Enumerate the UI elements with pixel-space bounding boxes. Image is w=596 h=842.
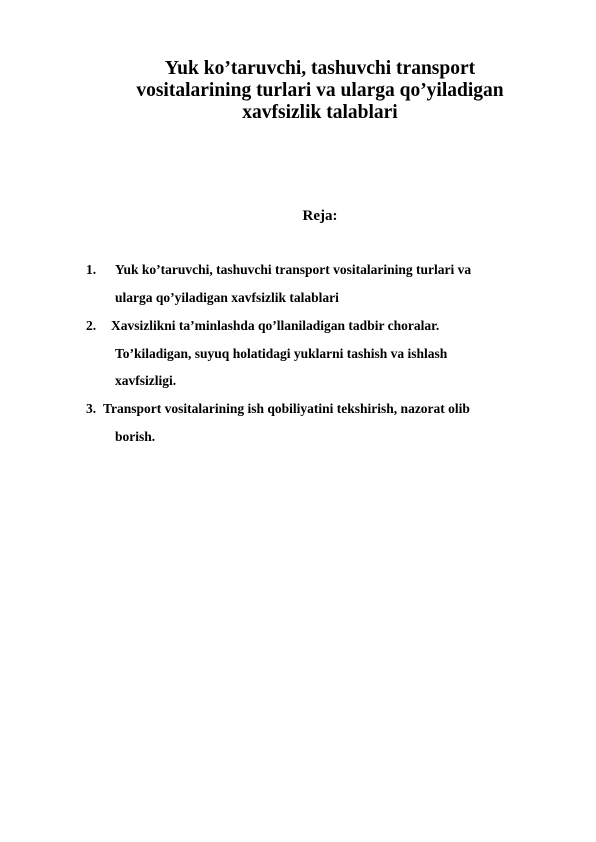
plan-item-line: borish. bbox=[115, 429, 156, 444]
plan-item-line: ularga qo’yiladigan xavfsizlik talablari bbox=[115, 290, 339, 305]
title-line: vositalarining turlari va ularga qo’yiladigan bbox=[136, 80, 504, 101]
plan-item-line: Xavsizlikni ta’minlashda qo’llaniladigan tadbir choralar. bbox=[111, 318, 440, 333]
plan-item-line: To’kiladigan, suyuq holatidagi yuklarni tashish va ishlash bbox=[115, 346, 448, 361]
plan-item-number: 2. bbox=[86, 318, 97, 333]
title-line: Yuk ko’taruvchi, tashuvchi transport bbox=[164, 58, 476, 79]
plan-item-number: 3. bbox=[86, 401, 97, 416]
title-line: xavfsizlik talablari bbox=[242, 102, 398, 123]
plan-item-line: Yuk ko’taruvchi, tashuvchi transport vositalarining turlari va bbox=[115, 262, 472, 277]
plan-item-number: 1. bbox=[86, 262, 97, 277]
plan-item-line: xavfsizligi. bbox=[115, 373, 177, 388]
plan-heading: Reja: bbox=[302, 208, 338, 224]
plan-item-line: Transport vositalarining ish qobiliyatini tekshirish, nazorat olib bbox=[103, 401, 470, 416]
